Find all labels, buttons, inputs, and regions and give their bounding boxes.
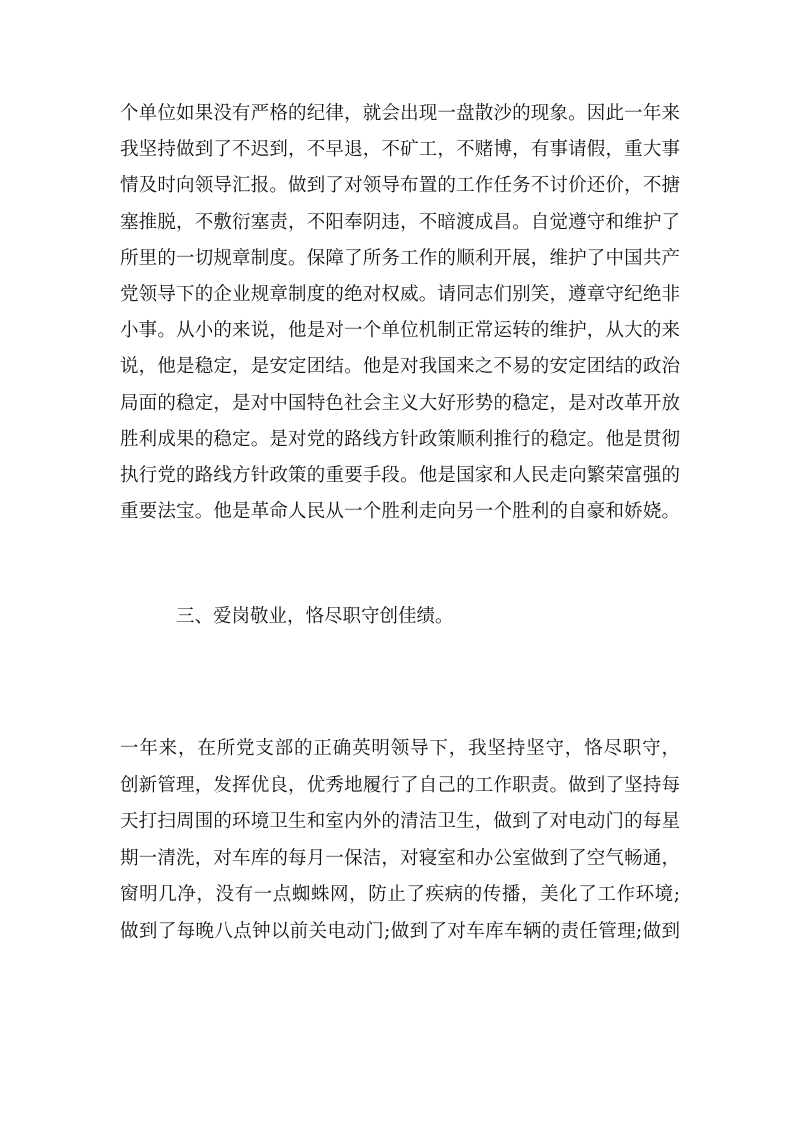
text-line: 小事。从小的来说，他是对一个单位机制正常运转的维护，从大的来 bbox=[120, 320, 680, 342]
paragraph-dedication bbox=[120, 731, 680, 950]
text-line: 所里的一切规章制度。保障了所务工作的顺利开展，维护了中国共产 bbox=[120, 247, 680, 269]
text-line: 党领导下的企业规章制度的绝对权威。请同志们别笑，遵章守纪绝非 bbox=[120, 283, 680, 305]
text-line: 执行党的路线方针政策的重要手段。他是国家和人民走向繁荣富强的 bbox=[120, 464, 680, 486]
text-line: 情及时向领导汇报。做到了对领导布置的工作任务不讨价还价，不搪 bbox=[120, 175, 680, 197]
text-line: 胜利成果的稳定。是对党的路线方针政策顺利推行的稳定。他是贯彻 bbox=[120, 428, 680, 450]
text-line: 个单位如果没有严格的纪律，就会出现一盘散沙的现象。因此一年来 bbox=[120, 103, 680, 124]
text-line: 期一清洗，对车库的每月一保洁，对寝室和办公室做到了空气畅通， bbox=[120, 847, 680, 869]
text-line: 重要法宝。他是革命人民从一个胜利走向另一个胜利的自豪和娇娆。 bbox=[120, 501, 680, 523]
text-line: 做到了每晚八点钟以前关电动门;做到了对车库车辆的责任管理;做到 bbox=[120, 920, 680, 942]
text-line: 窗明几净，没有一点蜘蛛网，防止了疾病的传播，美化了工作环境; bbox=[120, 884, 680, 905]
text-line: 局面的稳定，是对中国特色社会主义大好形势的稳定，是对改革开放 bbox=[120, 392, 680, 414]
section-heading: 三、爱岗敬业，恪尽职守创佳绩。 bbox=[176, 606, 454, 627]
text-line: 一年来，在所党支部的正确英明领导下，我坚持坚守，恪尽职守， bbox=[120, 738, 680, 759]
text-line: 我坚持做到了不迟到，不早退，不矿工，不赌博，有事请假，重大事 bbox=[120, 139, 680, 161]
text-line: 塞推脱，不敷衍塞责，不阳奉阴违，不暗渡成昌。自觉遵守和维护了 bbox=[120, 211, 680, 233]
text-line: 说，他是稳定，是安定团结。他是对我国来之不易的安定团结的政治 bbox=[120, 356, 680, 378]
text-line: 创新管理，发挥优良，优秀地履行了自己的工作职责。做到了坚持每 bbox=[120, 774, 680, 796]
text-line: 天打扫周围的环境卫生和室内外的清洁卫生，做到了对电动门的每星 bbox=[120, 811, 680, 832]
paragraph-discipline bbox=[120, 96, 680, 530]
